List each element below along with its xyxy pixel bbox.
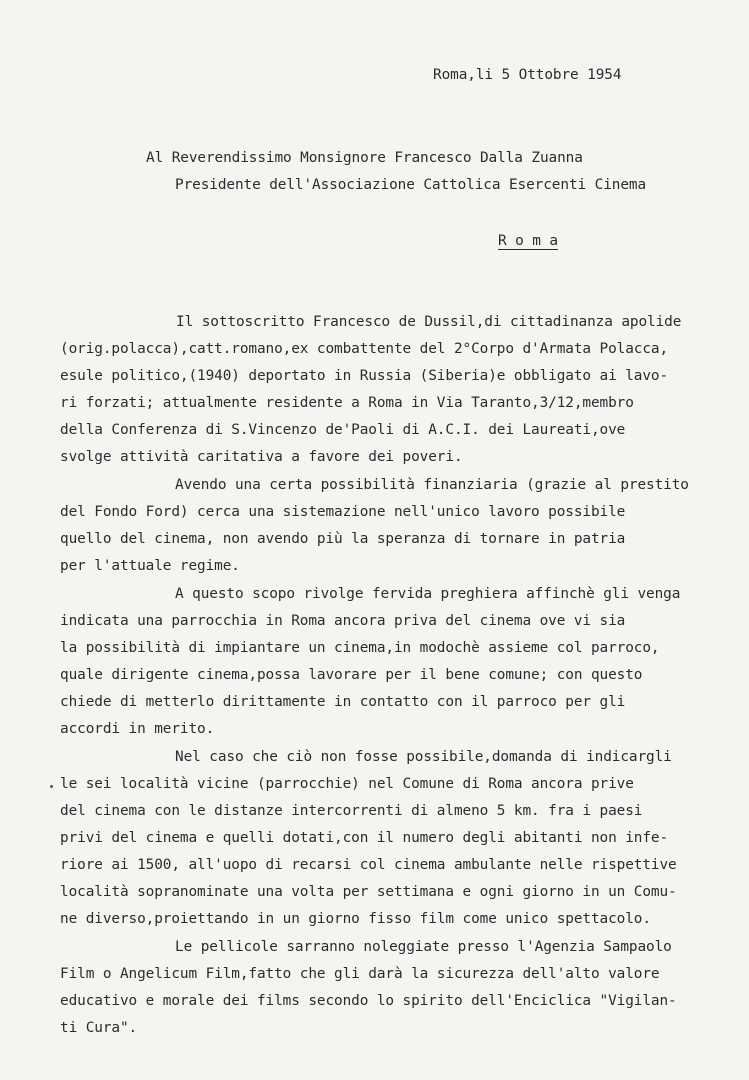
body-line: località sopranominate una volta per settimana e ogni giorno in un Comu- [60,884,677,900]
body-line: chiede di metterlo dirittamente in contatto con il parroco per gli [60,694,626,710]
body-line: svolge attività caritativa a favore dei poveri. [60,449,463,465]
body-line: A questo scopo rivolge fervida preghiera affinchè gli venga [175,586,681,602]
ink-dot [50,785,53,788]
body-line: quale dirigente cinema,possa lavorare per il bene comune; con questo [60,667,643,683]
body-line: ti Cura". [60,1020,138,1036]
body-line: Il sottoscritto Francesco de Dussil,di cittadinanza apolide [176,314,682,330]
body-line: (orig.polacca),catt.romano,ex combattente del 2°Corpo d'Armata Polacca, [60,341,669,357]
body-line: privi del cinema e quelli dotati,con il numero degli abitanti non infe- [60,830,669,846]
body-line: riore ai 1500, all'uopo di recarsi col cinema ambulante nelle rispettive [60,857,677,873]
body-line: del cinema con le distanze intercorrenti di almeno 5 km. fra i paesi [60,803,643,819]
body-line: Nel caso che ciò non fosse possibile,domanda di indicargli [175,749,672,765]
recipient-name: Al Reverendissimo Monsignore Francesco Dalla Zuanna [146,150,583,166]
recipient-title: Presidente dell'Associazione Cattolica Esercenti Cinema [175,177,647,193]
body-line: per l'attuale regime. [60,558,240,574]
body-line: esule politico,(1940) deportato in Russia (Siberia)e obbligato ai lavo- [60,368,669,384]
body-line: della Conferenza di S.Vincenzo de'Paoli di A.C.I. dei Laureati,ove [60,422,626,438]
body-line: Film o Angelicum Film,fatto che gli darà la sicurezza dell'alto valore [60,966,660,982]
body-line: educativo e morale dei films secondo lo spirito dell'Enciclica "Vigilan- [60,993,677,1009]
body-line: del Fondo Ford) cerca una sistemazione nell'unico lavoro possibile [60,504,626,520]
body-line: ne diverso,proiettando in un giorno fisso film come unico spettacolo. [60,911,651,927]
body-line: indicata una parrocchia in Roma ancora priva del cinema ove vi sia [60,613,626,629]
body-line: le sei località vicine (parrocchie) nel Comune di Roma ancora prive [60,776,634,792]
body-line: Avendo una certa possibilità finanziaria (grazie al prestito [175,477,689,493]
body-line: quello del cinema, non avendo più la speranza di tornare in patria [60,531,626,547]
body-line: accordi in merito. [60,721,215,737]
body-line: Le pellicole sarranno noleggiate presso l'Agenzia Sampaolo [175,939,672,955]
body-line: la possibilità di impiantare un cinema,in modochè assieme col parroco, [60,640,660,656]
body-line: ri forzati; attualmente residente a Roma in Via Taranto,3/12,membro [60,395,634,411]
recipient-city: R o m a [498,233,558,249]
letter-date: Roma,li 5 Ottobre 1954 [433,67,622,83]
